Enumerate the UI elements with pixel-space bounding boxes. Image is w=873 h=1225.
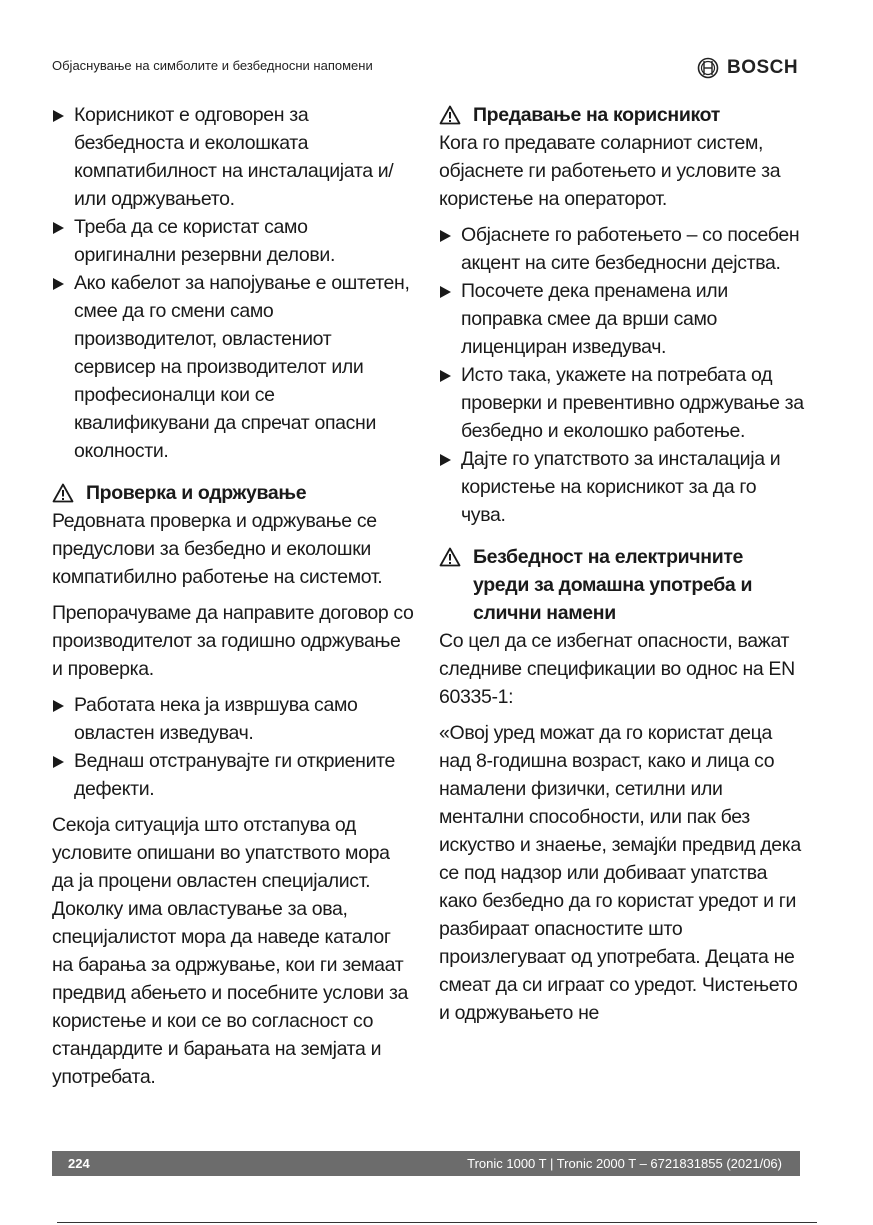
paragraph: Секоја ситуација што отстапува од условите опишани во упатството мора да ја процени овластен специјалист. Доколку има овластување за ова, специјалистот мора да наведе каталог на барања за одржување, кои ги земаат предвид абењето и посебните услови за користење и кои се во согласност со стандардите и барањата на земјата и употребата.	[52, 814, 409, 1088]
left-column	[52, 101, 414, 1099]
handover-bullet-list	[439, 221, 804, 529]
inspection-bullet-list	[52, 691, 414, 803]
bullet-triangle-icon	[53, 756, 64, 768]
warning-icon	[439, 105, 461, 125]
bottom-divider	[57, 1222, 817, 1223]
paragraph: Со цел да се избегнат опасности, важат следниве спецификации во однос на EN 60335-1:	[439, 630, 795, 708]
paragraph: «Овој уред можат да го користат деца над 8-годишна возраст, како и лица со намалени физички, сетилни или ментални способности, или пак без искуство и знаење, земајќи предвид дека се под надзор или добиваат упатства како безбедно да го користат уредот и ги разбираат опасностите што произлегуваат од употребата. Децата не смеат да си играат со уредот. Чистењето и одржувањето не	[439, 722, 801, 1024]
right-column	[439, 101, 804, 1035]
list-item: Ако кабелот за напојување е оштетен, смее да го смени само производителот, овластениот сервисер на производителот или професионалци кои се квалификувани да спречат опасни околности.	[52, 269, 414, 465]
bullet-triangle-icon	[53, 110, 64, 122]
list-item: Посочете дека пренамена или поправка смее да врши само лиценциран изведувач.	[439, 277, 804, 361]
document-reference: Tronic 1000 T | Tronic 2000 T – 6721831855 (2021/06)	[467, 1156, 782, 1171]
list-item: Корисникот е одговорен за безбедноста и еколошката компатибилност на инсталацијата и/или одржувањето.	[52, 101, 414, 213]
section-heading-electrical-safety: Безбедност на електричните уреди за домашна употреба и слични намени	[439, 543, 804, 627]
bullet-triangle-icon	[440, 370, 451, 382]
bosch-logo	[697, 55, 798, 81]
warning-icon	[439, 547, 461, 567]
list-item: Објаснете го работењето – со посебен акцент на сите безбедносни дејства.	[439, 221, 804, 277]
warning-icon	[52, 483, 74, 503]
paragraph: Препорачуваме да направите договор со производителот за годишно одржување и проверка.	[52, 602, 414, 680]
list-item: Дајте го упатството за инсталација и користење на корисникот за да го чува.	[439, 445, 804, 529]
intro-bullet-list	[52, 101, 414, 465]
paragraph: Кога го предавате соларниот систем, објаснете ги работењето и условите за користење на операторот.	[439, 132, 781, 210]
list-item: Работата нека ја извршува само овластен изведувач.	[52, 691, 414, 747]
list-item: Исто така, укажете на потребата од проверки и превентивно одржување за безбедно и еколошко работење.	[439, 361, 804, 445]
list-item: Веднаш отстранувајте ги откриените дефекти.	[52, 747, 414, 803]
brand-name: BOSCH	[727, 57, 799, 78]
bullet-triangle-icon	[440, 230, 451, 242]
bosch-armature-icon	[697, 57, 719, 79]
bullet-triangle-icon	[53, 222, 64, 234]
footer-bar	[52, 1151, 800, 1176]
page-header-title: Објаснување на симболите и безбедносни напомени	[52, 58, 373, 73]
list-item: Треба да се користат само оригинални резервни делови.	[52, 213, 414, 269]
section-heading-handover: Предавање на корисникот	[439, 101, 804, 129]
bullet-triangle-icon	[440, 286, 451, 298]
page-number: 224	[68, 1156, 90, 1171]
bullet-triangle-icon	[53, 278, 64, 290]
paragraph: Редовната проверка и одржување се предуслови за безбедно и еколошки компатибилно работење на системот.	[52, 510, 383, 588]
bullet-triangle-icon	[440, 454, 451, 466]
section-heading-inspection: Проверка и одржување	[52, 479, 414, 507]
bullet-triangle-icon	[53, 700, 64, 712]
